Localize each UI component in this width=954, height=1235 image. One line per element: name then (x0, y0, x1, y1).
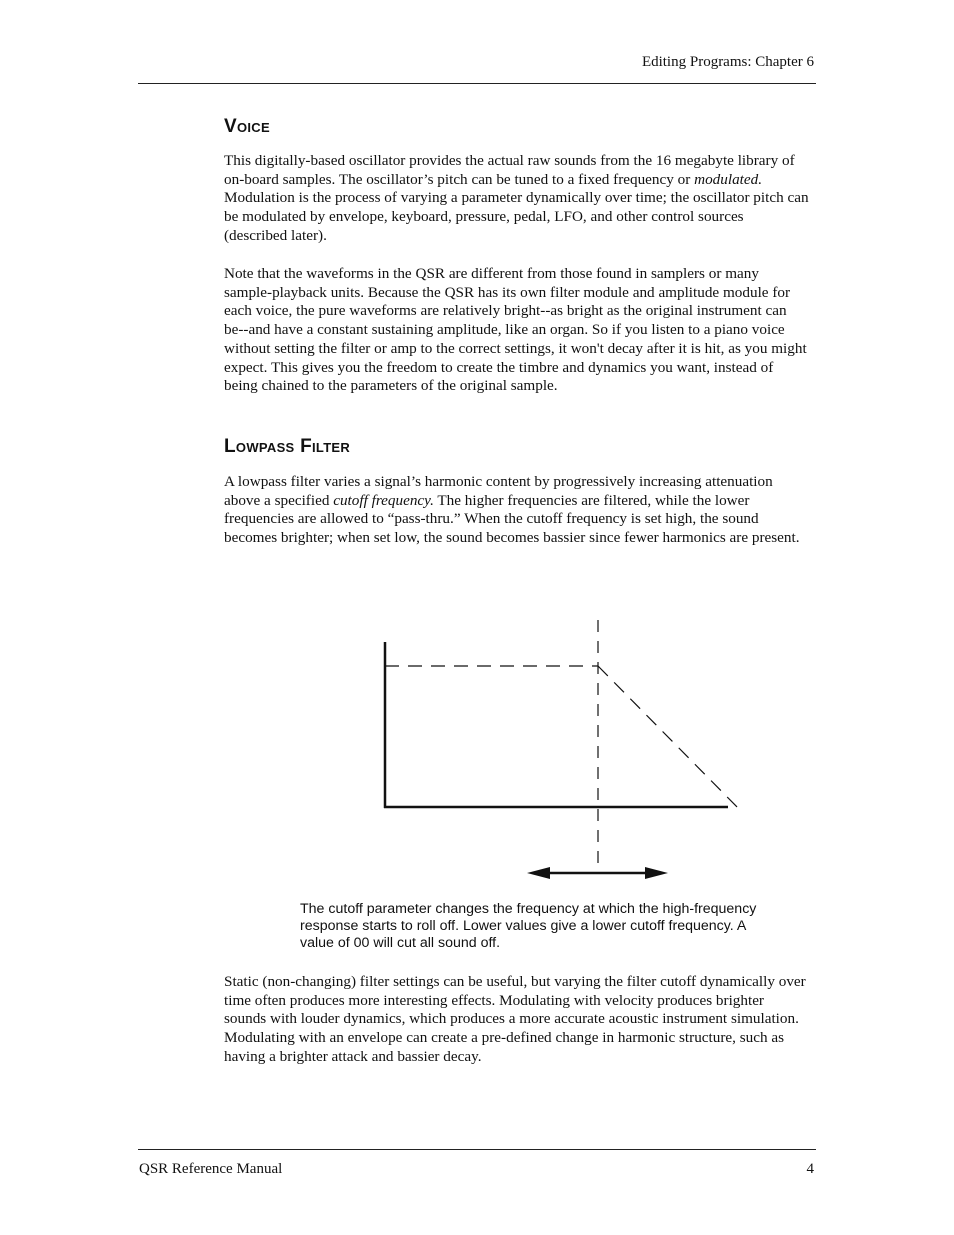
diagram-caption: The cutoff parameter changes the frequency at which the high-frequency response starts to roll off. Lower values give a lower cutoff frequency. A value of 00 will cut all sound off. (300, 901, 757, 951)
lowpass-p1-text-a: A lowpass filter varies a signal’s harmonic content by progressively increasing attenuation above a specified (224, 473, 773, 509)
voice-paragraph-2: Note that the waveforms in the QSR are different from those found in samplers or many sample-playback units. Because the QSR has its own filter module and amplitude module for each voice, the pure waveforms are relatively bright--as bright as the original instrument can be--and have a constant sustaining amplitude, like an organ. So if you listen to a piano voice without setting the filter or amp to the correct settings, it won't decay after it is hit, as you might expect. This gives you the freedom to create the timbre and dynamics you want, instead of being chained to the parameters of the original sample. (224, 265, 807, 395)
arrow-left-icon (527, 867, 550, 879)
voice-p1-emphasis: modulated. (694, 170, 763, 188)
footer-rule (138, 1149, 816, 1150)
page-number: 4 (806, 1161, 814, 1177)
voice-paragraph-1 (224, 152, 809, 246)
voice-p1-text-a: This digitally-based oscillator provides the actual raw sounds from the 16 megabyte library of on-board samples. The oscillator’s pitch can be tuned to a fixed frequency or (224, 152, 795, 188)
lowpass-paragraph-1 (224, 473, 809, 548)
chapter-title: Editing Programs: Chapter 6 (641, 54, 814, 70)
lowpass-paragraph-2: Static (non-changing) filter settings can be useful, but varying the filter cutoff dynamically over time often produces more interesting effects. Modulating with velocity produces brighter sounds with louder dynamics, which produces a more accurate acoustic instrument simulation. Modulating with an envelope can create a pre-defined change in harmonic structure, such as having a brighter attack and bassier decay. (224, 973, 806, 1065)
rolloff-dashed-line (598, 666, 740, 810)
manual-title: QSR Reference Manual (139, 1161, 283, 1177)
header-rule (138, 83, 816, 84)
voice-p1-text-b: Modulation is the process of varying a parameter dynamically over time; the oscillator pitch can be modulated by envelope, keyboard, pressure, pedal, LFO, and other control sources (described later). (224, 189, 809, 244)
lowpass-filter-diagram (370, 612, 750, 884)
arrow-right-icon (645, 867, 668, 879)
lowpass-p1-emphasis: cutoff frequency. (333, 491, 434, 509)
lowpass-heading: Lowpass Filter (224, 436, 351, 457)
lowpass-p1-text-b: The higher frequencies are filtered, while the lower frequencies are allowed to “pass-thru.” When the cutoff frequency is set high, the sound becomes brighter; when set low, the sound becomes bassier since fewer harmonics are present. (224, 491, 800, 547)
voice-heading: Voice (224, 116, 270, 137)
